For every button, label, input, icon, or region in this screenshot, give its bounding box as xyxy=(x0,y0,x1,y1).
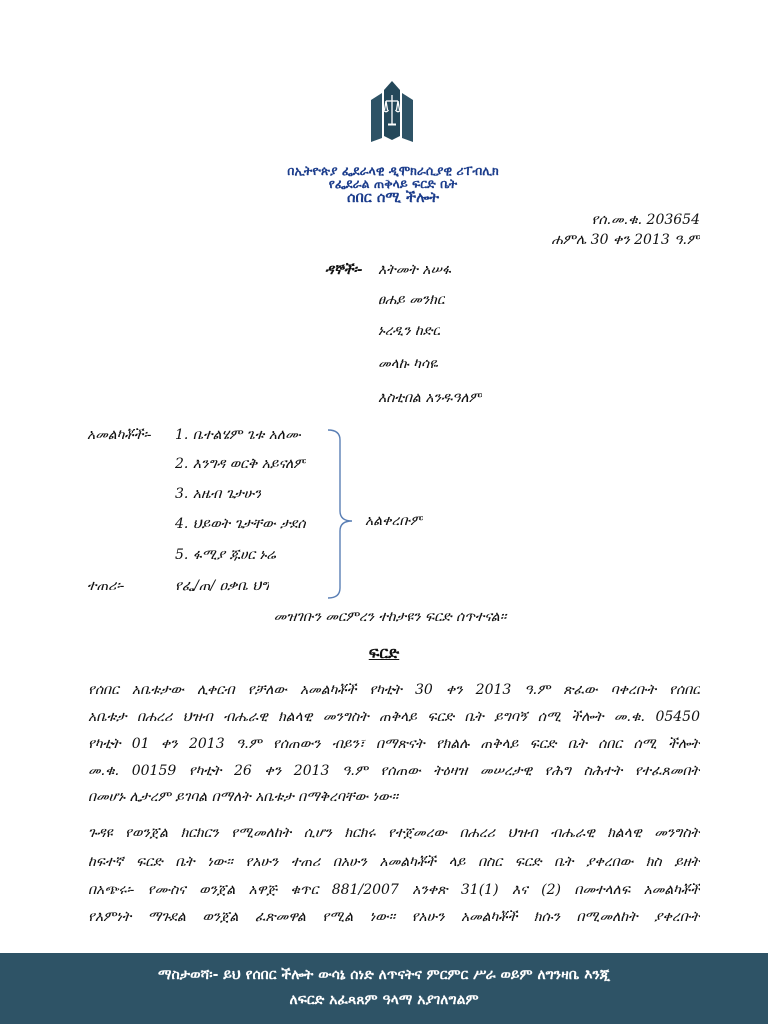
applicant-name: 3. አዜብ ጌታሁን xyxy=(175,486,262,502)
applicant-name: 2. እንግዳ ወርቅ አይናለም xyxy=(175,456,307,472)
paragraph-line: የእምነት ማጉደል ወንጀል ፈጽመዋል የሚል ነው፡፡ የአሁን አመልካቾች ክሱን በሚመለከት ያቀረቡት xyxy=(88,909,700,925)
applicant-name: 4. ህይወት ጌታቸው ታደሰ xyxy=(175,516,306,532)
judges-label: ዳኞች፡- xyxy=(325,262,363,278)
court-name: የፌደራል ጠቅላይ ፍርድ ቤት xyxy=(328,176,458,191)
judgment-title: ፍርድ xyxy=(368,643,400,662)
paragraph-line: መ.ቁ. 00159 የካቲት 26 ቀን 2013 ዓ.ም የሰጠው ትዕዛዝ መሠረታዊ የሕግ ስሕተት የተፈጸመበት xyxy=(88,763,700,779)
judge-name: መላኩ ካሳዬ xyxy=(378,356,438,372)
paragraph-line: ከፍተኛ ፍርድ ቤት ነው፡፡ የአሁን ተጠሪ በአሁን አመልካቾች ላይ በስር ፍርድ ቤት ያቀረበው ክስ ይዘት xyxy=(88,854,700,870)
judge-name: እትመት አሠፋ xyxy=(378,262,451,278)
disclaimer-line: ለፍርድ አፈጻጸም ዓላማ አያገለግልም xyxy=(289,992,479,1008)
emblem-left-panel xyxy=(371,93,382,142)
emblem-right-panel xyxy=(402,93,413,142)
judge-name: ፀሐይ መንክር xyxy=(378,292,445,308)
paragraph-line: አቤቱታ በሐረሪ ህዝብ ብሔራዊ ክልላዊ መንግስት ጠቅላይ ፍርድ ቤት ይግባኝ ሰሚ ችሎት መ.ቁ. 05450 xyxy=(88,709,700,725)
applicants-label: አመልካቾች፡- xyxy=(87,427,152,443)
bench-name: ሰበር ሰሚ ችሎት xyxy=(346,190,440,206)
case-number: የሰ.መ.ቁ. 203654 xyxy=(591,212,700,228)
country-name: በኢትዮጵያ ፌደራላዊ ዲሞክራሲያዊ ሪፐብሊክ xyxy=(287,163,499,178)
paragraph-line: ጉዳዩ የወንጀል ክርክርን የሚመለከት ሲሆን ክርክሩ የተጀመረው በሐረሪ ህዝብ ብሔራዊ ክልላዊ መንግስት xyxy=(88,825,700,841)
disclaimer-footer xyxy=(0,953,768,1024)
decision-date: ሐምሌ 30 ቀን 2013 ዓ.ም xyxy=(551,232,700,248)
judge-name: ኑረዲን ከድር xyxy=(378,323,441,339)
respondent-label: ተጠሪ፡- xyxy=(87,578,125,594)
court-emblem-icon xyxy=(368,78,416,146)
paragraph-line: የሰበር አቤቱታው ሊቀርብ የቻለው አመልካቾች የካቲት 30 ቀን 2013 ዓ.ም ጽፈው ባቀረቡት የሰበር xyxy=(88,682,700,698)
curly-brace-icon xyxy=(326,428,356,600)
judge-name: እስቲበል አንዱዓለም xyxy=(378,390,482,406)
applicant-name: 1. ቤተልሄም ጌቱ አለሙ xyxy=(175,427,301,443)
paragraph-line: በመሆኑ ሊታረም ይገባል በማለት አቤቱታ በማቅረባቸው ነው፡፡ xyxy=(88,789,399,805)
applicant-name: 5. ፋሚያ ጁሀር ኑሬ xyxy=(175,547,276,563)
appearance-status: አልቀረቡም xyxy=(365,513,424,529)
paragraph-line: በአጭሩ፡- የሙስና ወንጀል አዋጅ ቁጥር 881/2007 አንቀጽ 31(1) እና (2) በመተላለፍ አመልካቾች xyxy=(88,882,700,898)
respondent-name: የፌ/ጠ/ ዐቃቤ ህግ xyxy=(175,578,270,594)
paragraph-line: የካቲት 01 ቀን 2013 ዓ.ም የሰጠውን ብይን፣ በማጽናት የክልሉ ጠቅላይ ፍርድ ቤት ሰበር ሰሚ ችሎት xyxy=(88,736,700,752)
disclaimer-line: ማስታወሻ፡- ይህ የሰበር ችሎት ውሳኔ ሰነድ ለጥናትና ምርምር ሥራ ወይም ለግንዛቤ እንጂ xyxy=(157,967,610,983)
intro-statement: መዝገቡን መርምረን ተከታዩን ፍርድ ሰጥተናል፡፡ xyxy=(273,609,507,625)
